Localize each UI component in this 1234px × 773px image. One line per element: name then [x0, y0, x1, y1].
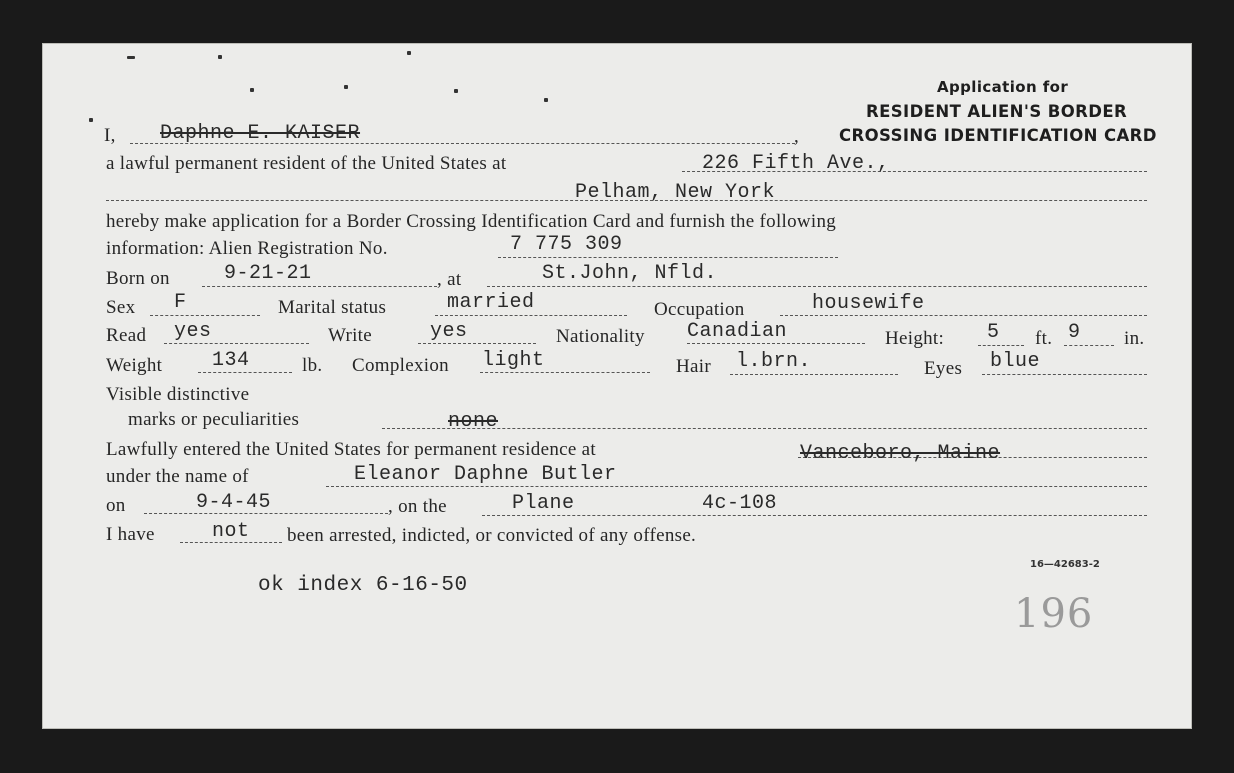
scan-speck: [344, 85, 348, 89]
index-note: ok index 6-16-50: [258, 574, 468, 597]
sex-line: [150, 315, 260, 316]
scan-speck: [218, 55, 222, 59]
weight-line: [198, 372, 292, 373]
marks-value: none: [448, 410, 499, 433]
scan-speck: [127, 56, 135, 59]
label-lb: lb.: [302, 355, 323, 376]
label-on-the: , on the: [388, 496, 447, 517]
conveyance-number: 4c-108: [702, 492, 778, 515]
label-i-have: I have: [106, 524, 155, 545]
arrest-status-value: not: [212, 520, 250, 543]
label-on: on: [106, 495, 126, 516]
conveyance-line: [482, 515, 1147, 516]
entry-date-value: 9-4-45: [196, 491, 272, 514]
read-line: [164, 343, 309, 344]
label-alien-registration: information: Alien Registration No.: [106, 238, 388, 259]
label-occupation: Occupation: [654, 299, 745, 320]
height-in-value: 9: [1068, 321, 1081, 344]
write-value: yes: [430, 320, 468, 343]
scan-speck: [250, 88, 254, 92]
address-street: 226 Fifth Ave.,: [702, 152, 890, 175]
complexion-value: light: [482, 349, 545, 372]
marital-status-line: [435, 315, 627, 316]
nationality-line: [687, 343, 865, 344]
label-weight: Weight: [106, 355, 163, 376]
applicant-name: Daphne E. KAISER: [160, 122, 361, 145]
label-born-on: Born on: [106, 268, 170, 289]
occupation-value: housewife: [812, 292, 925, 315]
label-marital-status: Marital status: [278, 297, 387, 318]
label-hereby: hereby make application for a Border Crossing Identification Card and furnish the following: [106, 211, 837, 232]
label-lawful-resident: a lawful permanent resident of the United States at: [106, 153, 507, 174]
birth-place-line: [487, 286, 1147, 287]
entry-place-value: Vanceboro, Maine: [800, 442, 1001, 465]
entry-name-value: Eleanor Daphne Butler: [354, 463, 617, 486]
header-resident-alien: RESIDENT ALIEN'S BORDER: [866, 102, 1128, 121]
hair-line: [730, 374, 898, 375]
stamped-number: 196: [1014, 591, 1094, 637]
form-number: 16—42683-2: [1030, 559, 1100, 570]
entry-name-line: [326, 486, 1147, 487]
read-value: yes: [174, 320, 212, 343]
border-crossing-application-card: [42, 43, 1192, 729]
label-under-name: under the name of: [106, 466, 249, 487]
label-eyes: Eyes: [924, 358, 963, 379]
write-line: [418, 343, 536, 344]
birth-date-line: [202, 286, 437, 287]
label-complexion: Complexion: [352, 355, 449, 376]
alien-registration-number: 7 775 309: [510, 233, 623, 256]
marital-status-value: married: [447, 291, 535, 314]
comma: ,: [794, 126, 800, 147]
conveyance-value: Plane: [512, 492, 575, 515]
eyes-line: [982, 374, 1147, 375]
alien-reg-line: [498, 257, 838, 258]
height-in-line: [1064, 345, 1114, 346]
header-application-for: Application for: [937, 78, 1069, 96]
birth-date: 9-21-21: [224, 262, 312, 285]
scan-speck: [89, 118, 93, 122]
height-ft-value: 5: [987, 321, 1000, 344]
label-at: , at: [437, 269, 462, 290]
label-write: Write: [328, 325, 372, 346]
height-ft-line: [978, 345, 1024, 346]
weight-value: 134: [212, 349, 250, 372]
label-read: Read: [106, 325, 147, 346]
label-sex: Sex: [106, 297, 136, 318]
scan-speck: [544, 98, 548, 102]
hair-value: l.brn.: [736, 350, 812, 373]
header-crossing-id-card: CROSSING IDENTIFICATION CARD: [839, 126, 1157, 145]
label-height: Height:: [885, 328, 945, 349]
label-arrested: been arrested, indicted, or convicted of any offense.: [287, 525, 697, 546]
scan-speck: [407, 51, 411, 55]
sex-value: F: [174, 291, 187, 314]
address-city: Pelham, New York: [575, 181, 776, 204]
label-ft: ft.: [1035, 328, 1053, 349]
occupation-line: [780, 315, 1147, 316]
birth-place: St.John, Nfld.: [542, 262, 718, 285]
label-in: in.: [1124, 328, 1145, 349]
label-hair: Hair: [676, 356, 711, 377]
complexion-line: [480, 372, 650, 373]
label-marks: marks or peculiarities: [128, 409, 300, 430]
label-visible-distinctive: Visible distinctive: [106, 384, 250, 405]
label-lawfully-entered: Lawfully entered the United States for permanent residence at: [106, 439, 596, 460]
nationality-value: Canadian: [687, 320, 788, 343]
eyes-value: blue: [990, 350, 1041, 373]
label-nationality: Nationality: [556, 326, 645, 347]
label-i: I,: [104, 125, 116, 146]
scan-speck: [454, 89, 458, 93]
